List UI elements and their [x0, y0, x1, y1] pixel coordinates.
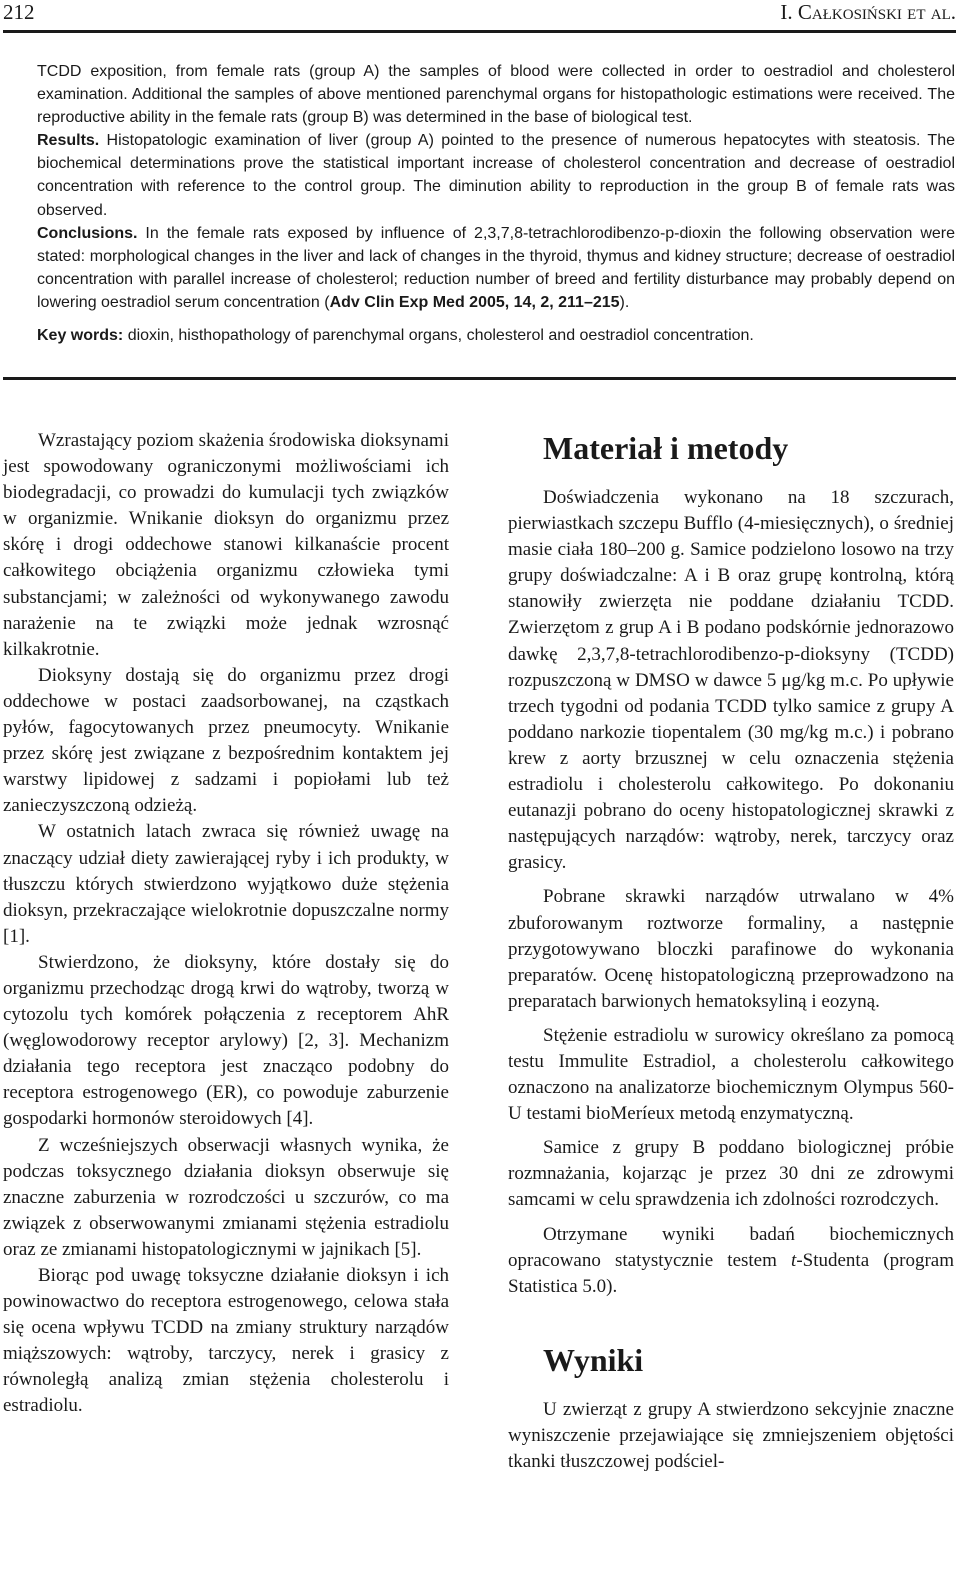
- english-abstract: [37, 60, 955, 347]
- intro-paragraph: Wzrastający poziom skażenia środowiska dioksynami jest spowodowany ograniczonymi możliwościami ich biodegradacji, co prowadzi do kumulacji tych związków w organizmie. Wnikanie dioksyn do organizmu przez skórę i drogi oddechowe stanowi kilkanaście procent całkowitego obciążenia organizmu człowieka tymi substancjami; w zależności od wykonywanego zawodu narażenie na te związki może jednak wzrosnąć kilkakrotnie.: [3, 430, 449, 660]
- citation: Adv Clin Exp Med 2005, 14, 2, 211–215: [329, 293, 620, 311]
- abstract-rule: [3, 377, 956, 380]
- running-head: I. Całkosiński et al.: [780, 0, 956, 24]
- abstract-conclusions: Conclusions. In the female rats exposed by influence of 2,3,7,8-tetrachlorodibenzo-p-dioxin the following observation were stated: morphological changes in the liver and lack of changes in the thyroid, thymus and kidney structure; decrease of oestradiol concentration with parallel increase of cholesterol; reduction number of breed and fertility disturbance may probably depend on lowering oestradiol serum concentration (Adv Clin Exp Med 2005, 14, 2, 211–215).: [37, 224, 955, 311]
- page-number: 212: [3, 0, 35, 24]
- methods-paragraph: Stężenie estradiolu w surowicy określano za pomocą testu Immulite Estradiol, a cholesterolu całkowitego oznaczono na analizatorze biochemicznym Olympus 560-U testami bioMeríeux metodą enzymatyczną.: [508, 1024, 954, 1125]
- t-italic: t: [791, 1249, 797, 1271]
- intro-paragraph: Stwierdzono, że dioksyny, które dostały się do organizmu przechodząc drogą krwi do wątroby, tworzą w cytozolu tych komórek połączenia z receptorem AhR (węglowodorowy receptor arylowy) [2, 3]. Mechanizm działania tego receptora jest znacząco podobny do receptora estrogenowego (ER), co powoduje zaburzenie gospodarki hormonów steroidowych [4].: [3, 951, 449, 1130]
- page-header: [3, 0, 956, 30]
- methods-paragraph: Doświadczenia wykonano na 18 szczurach, pierwiastkach szczepu Bufflo (4-miesięcznych), o średniej masie ciała 180–200 g. Samice podzielono losowo na trzy grupy doświadczalne: A i B oraz grupę kontrolną, którą stanowiły zwierzęta nie poddane działaniu TCDD. Zwierzętom z grup A i B podano podskórnie jednorazowo dawkę 2,3,7,8-tetrachlorodibenzo-p-dioksyny (TCDD) rozpuszczoną w DMSO w dawce 5 μg/kg m.c. Po upływie trzech tygodni od podania TCDD tylko samice z grupy A poddano narkozie tiopentalem (30 mg/kg m.c.) i pobrano krew z aorty brzusznej w celu oznaczenia stężenia estradiolu i cholesterolu całkowitego. Po dokonaniu eutanazji pobrano do oceny histopatologicznej skrawki z następujących narządów: wątroby, nerek, tarczycy oraz grasicy.: [508, 487, 954, 874]
- left-column: [3, 428, 449, 1420]
- methods-paragraph-statistics: Otrzymane wyniki badań biochemicznych opracowano statystycznie testem t-Studenta (program Statistica 5.0).: [508, 1223, 954, 1297]
- keywords: Key words: dioxin, histhopathology of parenchymal organs, cholesterol and oestradiol concentration.: [37, 327, 754, 345]
- intro-paragraph: Biorąc pod uwagę toksyczne działanie dioksyn i ich powinowactwo do receptora estrogenowego, celowa stała się ocena wpływu TCDD na zmiany struktury narządów miąższowych: wątroby, tarczycy, nerek i grasicy z równoległą analizą zmian stężenia cholesterolu i estradiolu.: [3, 1265, 449, 1417]
- section-heading-results: Wyniki: [543, 1341, 644, 1378]
- methods-paragraph: Samice z grupy B poddano biologicznej próbie rozmnażania, kojarząc je przez 30 dni ze zdrowymi samcami w celu sprawdzenia ich zdolności rozrodczych.: [508, 1137, 954, 1211]
- intro-paragraph: Dioksyny dostają się do organizmu przez drogi oddechowe w postaci zaadsorbowanej, na cząstkach pyłów, fagocytowanych przez pneumocyty. Wnikanie przez skórę jest związane z bezpośrednim kontaktem jej warstwy lipidowej z sadzami i popiołami lub też zanieczyszczoną odzieżą.: [3, 664, 449, 817]
- methods-paragraph: Pobrane skrawki narządów utrwalano w 4% zbuforowanym roztworze formaliny, a następnie przygotowywano bloczki parafinowe do wykonania preparatów. Ocenę histopatologiczną przeprowadzono na preparatach barwionych hematoksyliną i eozyną.: [508, 886, 954, 1012]
- intro-paragraph: Z wcześniejszych obserwacji własnych wynika, że podczas toksycznego działania dioksyn obserwuje się znaczne zaburzenia w rozrodczości u szczurów, co ma związek z obserwowanymi zmianami stężenia estradiolu oraz ze zmianami histopatologicznymi w jajnikach [5].: [3, 1134, 449, 1260]
- results-label: Results.: [37, 132, 100, 150]
- keywords-label: Key words:: [37, 327, 124, 345]
- right-column: [508, 428, 954, 1475]
- conclusions-label: Conclusions.: [37, 224, 138, 242]
- results-paragraph: U zwierząt z grupy A stwierdzono sekcyjnie znaczne wyniszczenie przejawiające się zmniejszeniem objętości tkanki tłuszczowej podściel-: [508, 1398, 954, 1472]
- section-heading-methods: Materiał i metody: [543, 430, 789, 466]
- header-rule: [3, 30, 956, 33]
- abstract-methods-continuation: TCDD exposition, from female rats (group A) the samples of blood were collected in order to oestradiol and cholesterol examination. Additional the samples of above mentioned parenchymal organs for histopathologic estimations were received. The reproductive ability in the female rats (group B) was determined in the base of biological test.: [37, 63, 955, 127]
- intro-paragraph: W ostatnich latach zwraca się również uwagę na znaczący udział diety zawierającej ryby i ich produkty, w tłuszczu których stwierdzono wyjątkowo duże stężenia dioksyn, przekraczające wielokrotnie dopuszczalne normy [1].: [3, 821, 449, 947]
- abstract-results: Results. Histopatologic examination of liver (group A) pointed to the presence of numerous hepatocytes with steatosis. The biochemical determinations prove the statistical important increase of cholesterol concentration and decrease of oestradiol concentration with reference to the control group. The diminution ability to reproduction in the group B of female rats was observed.: [37, 132, 955, 219]
